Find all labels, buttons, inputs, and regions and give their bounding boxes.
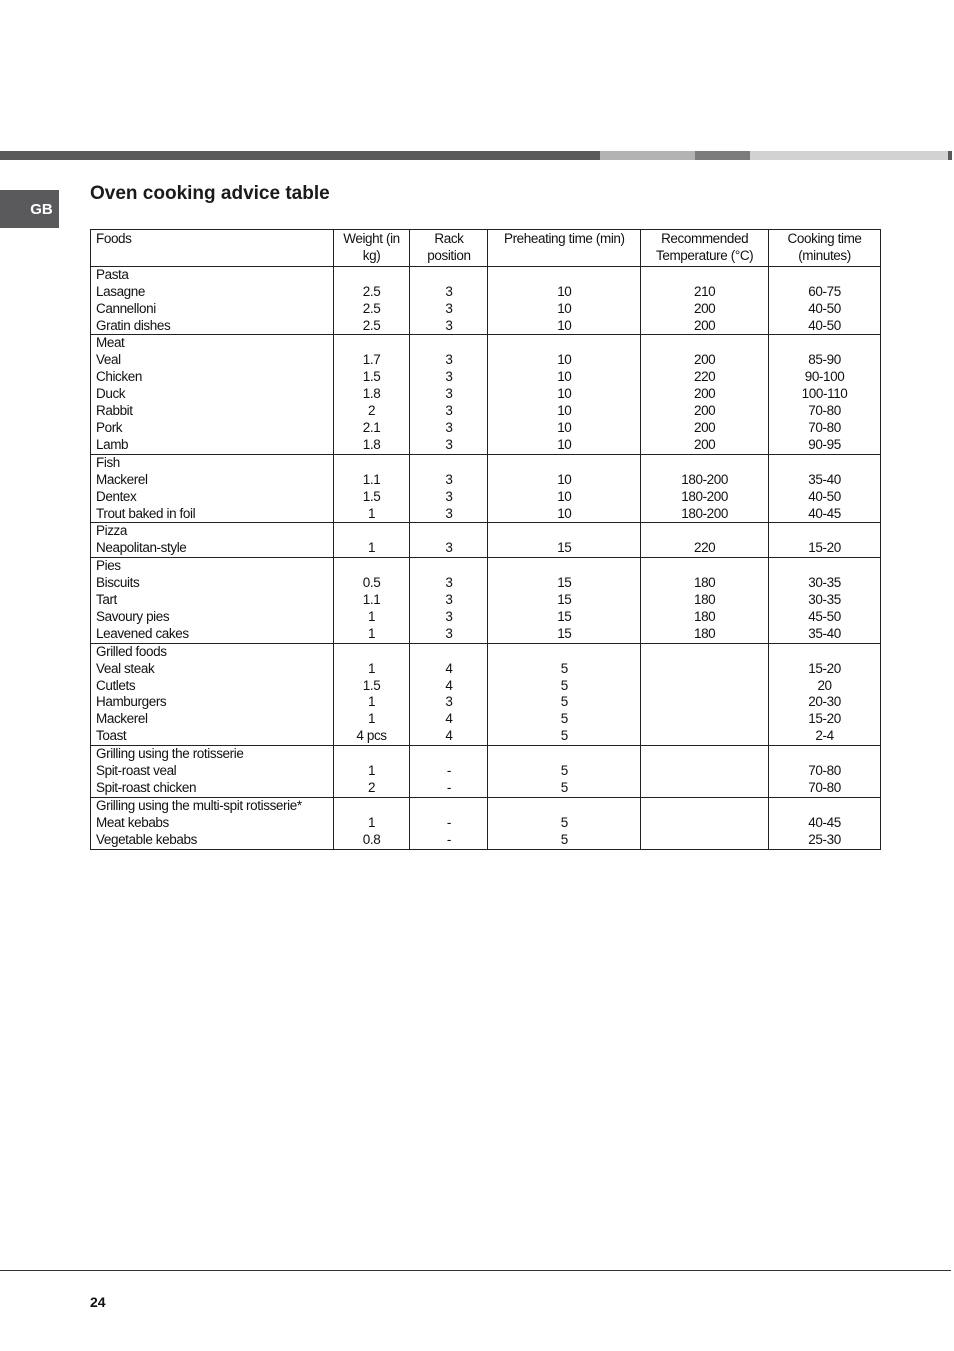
temperature-cell: 200 — [641, 352, 769, 369]
temperature-cell: 180 — [641, 592, 769, 609]
preheat-cell: 5 — [488, 678, 641, 695]
temperature-cell — [641, 678, 769, 695]
weight-cell: 1.5 — [333, 678, 410, 695]
preheat-cell: 5 — [488, 832, 641, 849]
table-row — [91, 832, 881, 849]
cooking-time-cell: 40-50 — [769, 318, 881, 335]
table-row — [91, 780, 881, 797]
table-header-row — [91, 230, 881, 267]
weight-cell: 1.8 — [333, 437, 410, 454]
table-header — [91, 230, 881, 267]
cooking-time-cell: 60-75 — [769, 284, 881, 301]
temperature-cell: 200 — [641, 318, 769, 335]
preheat-cell: 10 — [488, 318, 641, 335]
rack-cell: 3 — [410, 472, 488, 489]
weight-cell: 1.5 — [333, 369, 410, 386]
food-cell: Spit-roast veal — [91, 763, 334, 780]
cooking-time-cell: 2-4 — [769, 728, 881, 745]
temperature-cell: 180-200 — [641, 506, 769, 523]
preheat-cell: 10 — [488, 386, 641, 403]
column-header-foods — [91, 230, 334, 267]
group-name: Fish — [91, 454, 334, 471]
preheat-cell: 15 — [488, 575, 641, 592]
cooking-time-cell: 25-30 — [769, 832, 881, 849]
food-cell: Duck — [91, 386, 334, 403]
cooking-time-cell: 20-30 — [769, 694, 881, 711]
cooking-time-cell: 20 — [769, 678, 881, 695]
column-header-rack — [410, 230, 488, 267]
food-cell: Meat kebabs — [91, 815, 334, 832]
temperature-cell — [641, 694, 769, 711]
group-heading-row — [91, 454, 881, 471]
rack-cell: 3 — [410, 301, 488, 318]
rack-cell: 3 — [410, 626, 488, 643]
rack-cell: 4 — [410, 661, 488, 678]
column-header-rack-line2: position — [427, 247, 471, 263]
table-row — [91, 489, 881, 506]
weight-cell: 1 — [333, 540, 410, 557]
cooking-time-cell: 70-80 — [769, 403, 881, 420]
preheat-cell: 5 — [488, 661, 641, 678]
cooking-time-cell: 15-20 — [769, 661, 881, 678]
food-cell: Cannelloni — [91, 301, 334, 318]
preheat-cell: 15 — [488, 592, 641, 609]
table-row — [91, 301, 881, 318]
table-row — [91, 284, 881, 301]
rack-cell: 3 — [410, 284, 488, 301]
rack-cell: 3 — [410, 575, 488, 592]
table-row — [91, 352, 881, 369]
column-header-weight-line1: Weight (in — [343, 231, 400, 246]
column-header-cooking-time-line2: (minutes) — [798, 247, 851, 263]
preheat-cell: 5 — [488, 763, 641, 780]
weight-cell: 1.8 — [333, 386, 410, 403]
weight-cell: 1 — [333, 506, 410, 523]
column-header-rack-line1: Rack — [434, 231, 464, 246]
cooking-time-cell: 40-50 — [769, 301, 881, 318]
food-cell: Spit-roast chicken — [91, 780, 334, 797]
temperature-cell: 220 — [641, 369, 769, 386]
oven-cooking-table — [90, 229, 881, 850]
weight-cell: 2 — [333, 780, 410, 797]
food-cell: Lasagne — [91, 284, 334, 301]
header-bar-segment-dark — [0, 151, 600, 160]
weight-cell: 2.5 — [333, 284, 410, 301]
weight-cell: 2 — [333, 403, 410, 420]
group-rotisserie — [91, 746, 881, 798]
temperature-cell: 210 — [641, 284, 769, 301]
preheat-cell: 15 — [488, 626, 641, 643]
rack-cell: 4 — [410, 728, 488, 745]
group-name: Pasta — [91, 266, 334, 283]
food-cell: Mackerel — [91, 472, 334, 489]
food-cell: Veal — [91, 352, 334, 369]
food-cell: Toast — [91, 728, 334, 745]
weight-cell: 1.7 — [333, 352, 410, 369]
temperature-cell: 220 — [641, 540, 769, 557]
column-header-cooking-time-line1: Cooking time — [787, 231, 862, 246]
column-header-temperature — [641, 230, 769, 267]
cooking-time-cell: 40-45 — [769, 506, 881, 523]
group-name: Grilled foods — [91, 643, 334, 660]
temperature-cell: 180-200 — [641, 489, 769, 506]
cooking-time-cell: 45-50 — [769, 609, 881, 626]
table-row — [91, 506, 881, 523]
footer-divider — [0, 1270, 951, 1271]
column-header-foods-text: Foods — [96, 231, 132, 246]
table-row — [91, 763, 881, 780]
preheat-cell: 5 — [488, 711, 641, 728]
weight-cell: 4 pcs — [333, 728, 410, 745]
group-multi-spit-rotisserie — [91, 797, 881, 849]
table-row — [91, 437, 881, 454]
cooking-time-cell: 15-20 — [769, 540, 881, 557]
column-header-preheat-text: Preheating time (min) — [503, 231, 625, 246]
weight-cell: 2.1 — [333, 420, 410, 437]
weight-cell: 1 — [333, 609, 410, 626]
food-cell: Vegetable kebabs — [91, 832, 334, 849]
cooking-time-cell: 70-80 — [769, 763, 881, 780]
rack-cell: 3 — [410, 386, 488, 403]
preheat-cell: 10 — [488, 369, 641, 386]
rack-cell: - — [410, 780, 488, 797]
temperature-cell — [641, 763, 769, 780]
cooking-time-cell: 85-90 — [769, 352, 881, 369]
preheat-cell: 10 — [488, 489, 641, 506]
food-cell: Pork — [91, 420, 334, 437]
rack-cell: 3 — [410, 437, 488, 454]
cooking-time-cell: 40-50 — [769, 489, 881, 506]
rack-cell: 3 — [410, 318, 488, 335]
cooking-time-cell: 70-80 — [769, 780, 881, 797]
group-name: Grilling using the rotisserie — [91, 746, 334, 763]
weight-cell: 1 — [333, 694, 410, 711]
cooking-time-cell: 35-40 — [769, 472, 881, 489]
food-cell: Biscuits — [91, 575, 334, 592]
preheat-cell: 10 — [488, 506, 641, 523]
page-title: Oven cooking advice table — [90, 183, 330, 204]
temperature-cell — [641, 711, 769, 728]
weight-cell: 1 — [333, 763, 410, 780]
group-name: Meat — [91, 335, 334, 352]
table-row — [91, 609, 881, 626]
rack-cell: 3 — [410, 403, 488, 420]
food-cell: Savoury pies — [91, 609, 334, 626]
rack-cell: 4 — [410, 678, 488, 695]
rack-cell: 3 — [410, 489, 488, 506]
table-row — [91, 540, 881, 557]
food-cell: Lamb — [91, 437, 334, 454]
preheat-cell: 10 — [488, 437, 641, 454]
food-cell: Neapolitan-style — [91, 540, 334, 557]
cooking-time-cell: 90-100 — [769, 369, 881, 386]
language-tab: GB — [0, 190, 59, 228]
rack-cell: 3 — [410, 592, 488, 609]
weight-cell: 0.8 — [333, 832, 410, 849]
rack-cell: - — [410, 763, 488, 780]
header-bar-segment-end — [948, 151, 952, 160]
table-row — [91, 386, 881, 403]
preheat-cell: 5 — [488, 815, 641, 832]
temperature-cell: 180 — [641, 626, 769, 643]
header-bar-segment-light — [600, 151, 695, 160]
preheat-cell: 10 — [488, 301, 641, 318]
table-row — [91, 420, 881, 437]
group-name: Pizza — [91, 523, 334, 540]
group-heading-row — [91, 643, 881, 660]
group-heading-row — [91, 558, 881, 575]
preheat-cell: 10 — [488, 403, 641, 420]
preheat-cell: 5 — [488, 780, 641, 797]
food-cell: Tart — [91, 592, 334, 609]
table-row — [91, 694, 881, 711]
column-header-cooking-time — [769, 230, 881, 267]
temperature-cell: 200 — [641, 403, 769, 420]
food-cell: Dentex — [91, 489, 334, 506]
table-row — [91, 661, 881, 678]
page-number: 24 — [90, 1294, 106, 1310]
group-pizza — [91, 523, 881, 558]
food-cell: Veal steak — [91, 661, 334, 678]
weight-cell: 1.1 — [333, 472, 410, 489]
rack-cell: 3 — [410, 694, 488, 711]
column-header-weight — [333, 230, 410, 267]
table-row — [91, 678, 881, 695]
temperature-cell — [641, 815, 769, 832]
group-meat — [91, 335, 881, 454]
column-header-preheat — [488, 230, 641, 267]
preheat-cell: 10 — [488, 472, 641, 489]
group-heading-row — [91, 797, 881, 814]
header-color-bar — [0, 151, 954, 160]
rack-cell: 3 — [410, 506, 488, 523]
temperature-cell: 200 — [641, 386, 769, 403]
group-fish — [91, 454, 881, 523]
temperature-cell: 200 — [641, 437, 769, 454]
cooking-time-cell: 30-35 — [769, 592, 881, 609]
column-header-temperature-line2: Temperature (°C) — [656, 247, 754, 263]
group-name: Grilling using the multi-spit rotisserie* — [91, 797, 334, 814]
weight-cell: 1 — [333, 711, 410, 728]
cooking-time-cell: 100-110 — [769, 386, 881, 403]
temperature-cell: 180-200 — [641, 472, 769, 489]
table-row — [91, 472, 881, 489]
preheat-cell: 10 — [488, 352, 641, 369]
weight-cell: 1 — [333, 626, 410, 643]
rack-cell: - — [410, 815, 488, 832]
table-row — [91, 815, 881, 832]
weight-cell: 1.5 — [333, 489, 410, 506]
column-header-temperature-line1: Recommended — [661, 231, 749, 246]
cooking-time-cell: 15-20 — [769, 711, 881, 728]
header-bar-segment-lightest — [750, 151, 948, 160]
preheat-cell: 15 — [488, 609, 641, 626]
weight-cell: 1 — [333, 661, 410, 678]
rack-cell: 4 — [410, 711, 488, 728]
food-cell: Trout baked in foil — [91, 506, 334, 523]
column-header-weight-line2: kg) — [362, 247, 381, 263]
cooking-time-cell: 70-80 — [769, 420, 881, 437]
group-pies — [91, 558, 881, 644]
preheat-cell: 10 — [488, 420, 641, 437]
weight-cell: 2.5 — [333, 301, 410, 318]
food-cell: Hamburgers — [91, 694, 334, 711]
cooking-time-cell: 90-95 — [769, 437, 881, 454]
preheat-cell: 15 — [488, 540, 641, 557]
table-row — [91, 403, 881, 420]
preheat-cell: 5 — [488, 728, 641, 745]
group-name: Pies — [91, 558, 334, 575]
cooking-time-cell: 30-35 — [769, 575, 881, 592]
food-cell: Leavened cakes — [91, 626, 334, 643]
temperature-cell — [641, 661, 769, 678]
rack-cell: 3 — [410, 420, 488, 437]
rack-cell: 3 — [410, 369, 488, 386]
food-cell: Chicken — [91, 369, 334, 386]
group-heading-row — [91, 746, 881, 763]
temperature-cell — [641, 728, 769, 745]
food-cell: Mackerel — [91, 711, 334, 728]
weight-cell: 0.5 — [333, 575, 410, 592]
group-pasta — [91, 266, 881, 335]
temperature-cell — [641, 832, 769, 849]
table-row — [91, 711, 881, 728]
table-row — [91, 592, 881, 609]
food-cell: Rabbit — [91, 403, 334, 420]
rack-cell: 3 — [410, 609, 488, 626]
cooking-time-cell: 40-45 — [769, 815, 881, 832]
weight-cell: 2.5 — [333, 318, 410, 335]
table-row — [91, 575, 881, 592]
rack-cell: - — [410, 832, 488, 849]
table-row — [91, 626, 881, 643]
header-bar-segment-mid — [695, 151, 750, 160]
table-row — [91, 369, 881, 386]
food-cell: Gratin dishes — [91, 318, 334, 335]
rack-cell: 3 — [410, 352, 488, 369]
group-grilled-foods — [91, 643, 881, 745]
temperature-cell: 180 — [641, 575, 769, 592]
temperature-cell: 200 — [641, 301, 769, 318]
temperature-cell — [641, 780, 769, 797]
food-cell: Cutlets — [91, 678, 334, 695]
weight-cell: 1 — [333, 815, 410, 832]
temperature-cell: 180 — [641, 609, 769, 626]
preheat-cell: 10 — [488, 284, 641, 301]
table-row — [91, 318, 881, 335]
table-row — [91, 728, 881, 745]
preheat-cell: 5 — [488, 694, 641, 711]
cooking-time-cell: 35-40 — [769, 626, 881, 643]
weight-cell: 1.1 — [333, 592, 410, 609]
temperature-cell: 200 — [641, 420, 769, 437]
rack-cell: 3 — [410, 540, 488, 557]
group-heading-row — [91, 335, 881, 352]
group-heading-row — [91, 523, 881, 540]
group-heading-row — [91, 266, 881, 283]
